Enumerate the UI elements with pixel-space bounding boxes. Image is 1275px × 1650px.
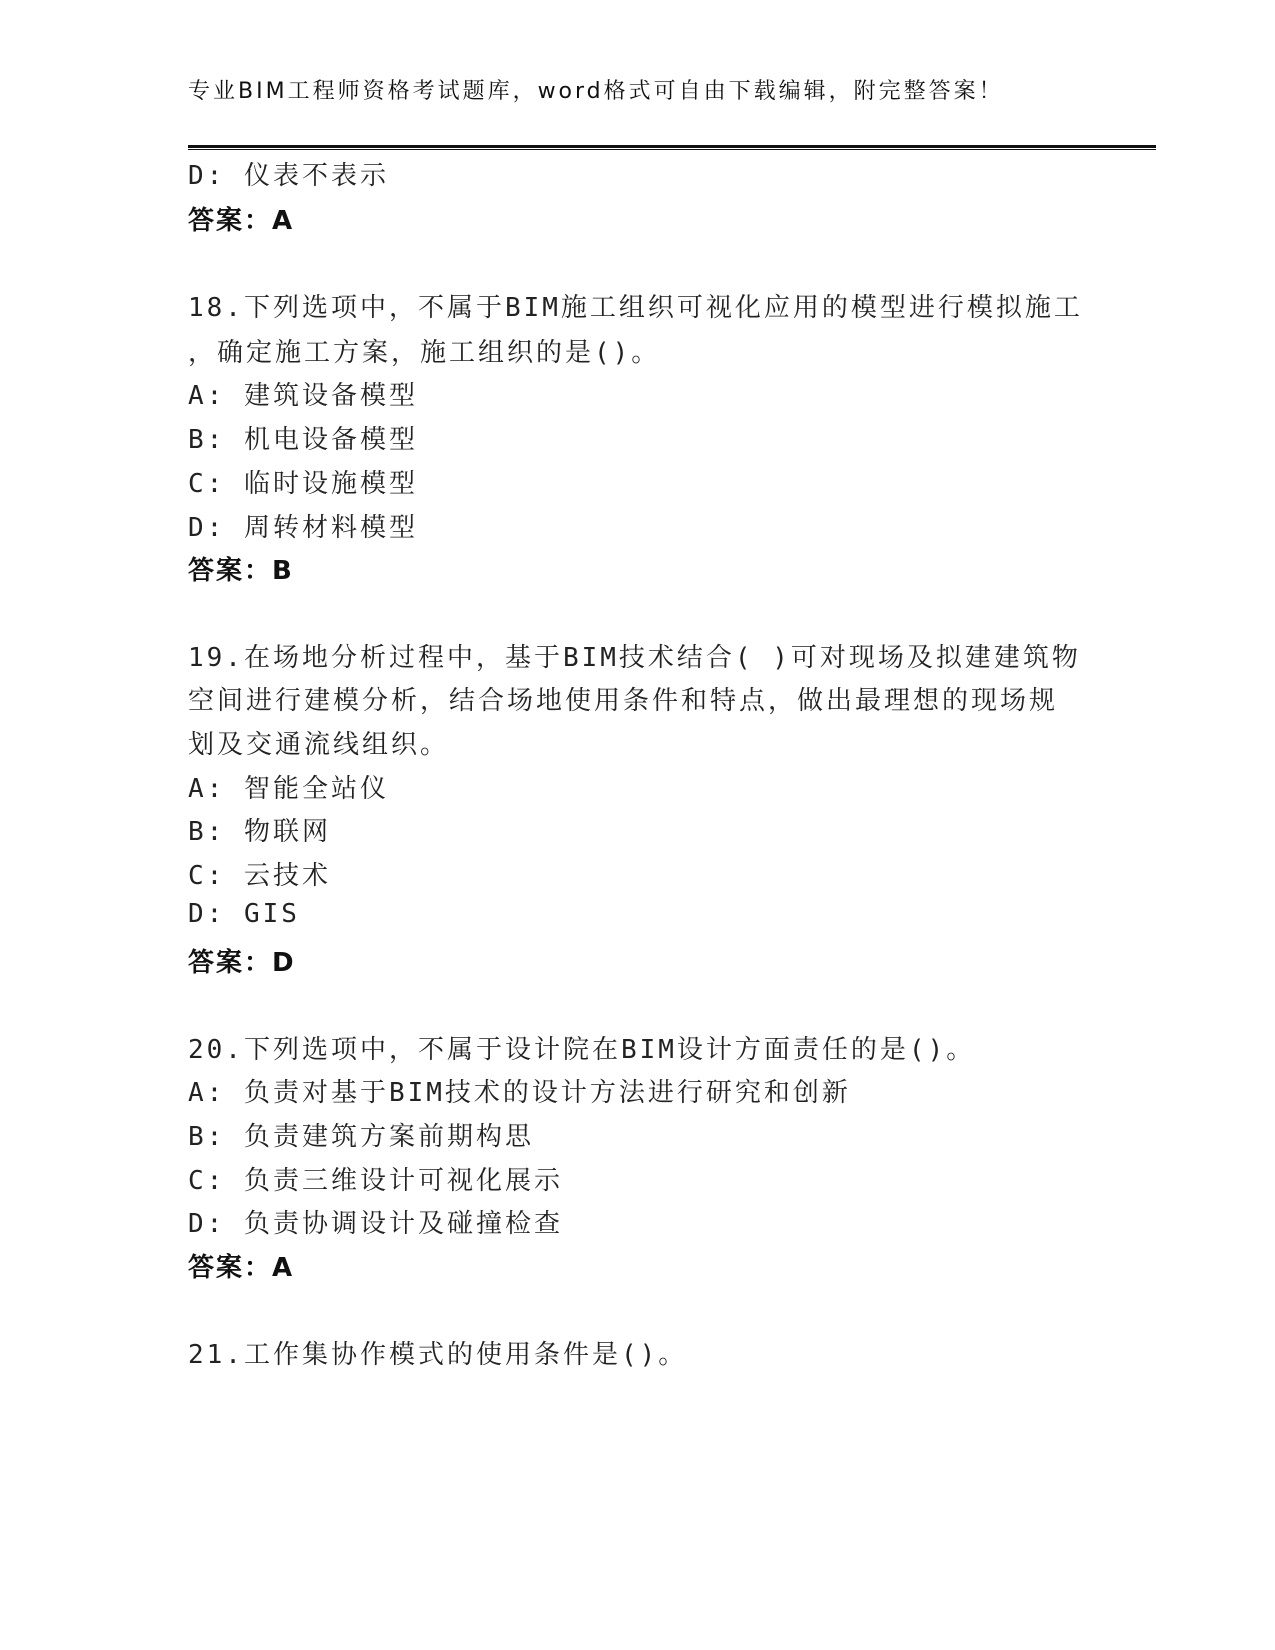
- option-a: A: 建筑设备模型: [188, 381, 418, 411]
- option-c: C: 云技术: [188, 861, 331, 891]
- option-c: C: 负责三维设计可视化展示: [188, 1166, 563, 1196]
- answer-label: 答案：D: [188, 948, 296, 978]
- option-d: D: GIS: [188, 899, 300, 929]
- answer-label: 答案：B: [188, 556, 294, 586]
- question-stem-line: 20.下列选项中，不属于设计院在BIM设计方面责任的是()。: [188, 1035, 976, 1065]
- option-d: D: 负责协调设计及碰撞检查: [188, 1209, 563, 1239]
- page-header: 专业BIM工程师资格考试题库，word格式可自由下载编辑，附完整答案！: [188, 79, 1004, 104]
- question-stem-line: 19.在场地分析过程中，基于BIM技术结合( )可对现场及拟建建筑物: [188, 643, 1081, 673]
- option-d: D: 周转材料模型: [188, 513, 418, 543]
- answer-label: 答案：A: [188, 1253, 295, 1283]
- header-divider: [188, 145, 1156, 150]
- question-stem-line: 18.下列选项中，不属于BIM施工组织可视化应用的模型进行模拟施工: [188, 293, 1083, 323]
- option-a: A: 负责对基于BIM技术的设计方法进行研究和创新: [188, 1078, 851, 1108]
- option-b: B: 物联网: [188, 817, 331, 847]
- option-c: C: 临时设施模型: [188, 469, 418, 499]
- option-b: B: 负责建筑方案前期构思: [188, 1122, 534, 1152]
- question-stem-line: 21.工作集协作模式的使用条件是()。: [188, 1340, 688, 1370]
- option-b: B: 机电设备模型: [188, 425, 418, 455]
- answer-label: 答案：A: [188, 206, 295, 236]
- option-a: A: 智能全站仪: [188, 774, 389, 804]
- question-stem-line: ，确定施工方案，施工组织的是()。: [188, 338, 661, 368]
- option-d: D: 仪表不表示: [188, 161, 389, 191]
- question-stem-line: 划及交通流线组织。: [188, 730, 450, 760]
- question-stem-line: 空间进行建模分析，结合场地使用条件和特点，做出最理想的现场规: [188, 686, 1059, 716]
